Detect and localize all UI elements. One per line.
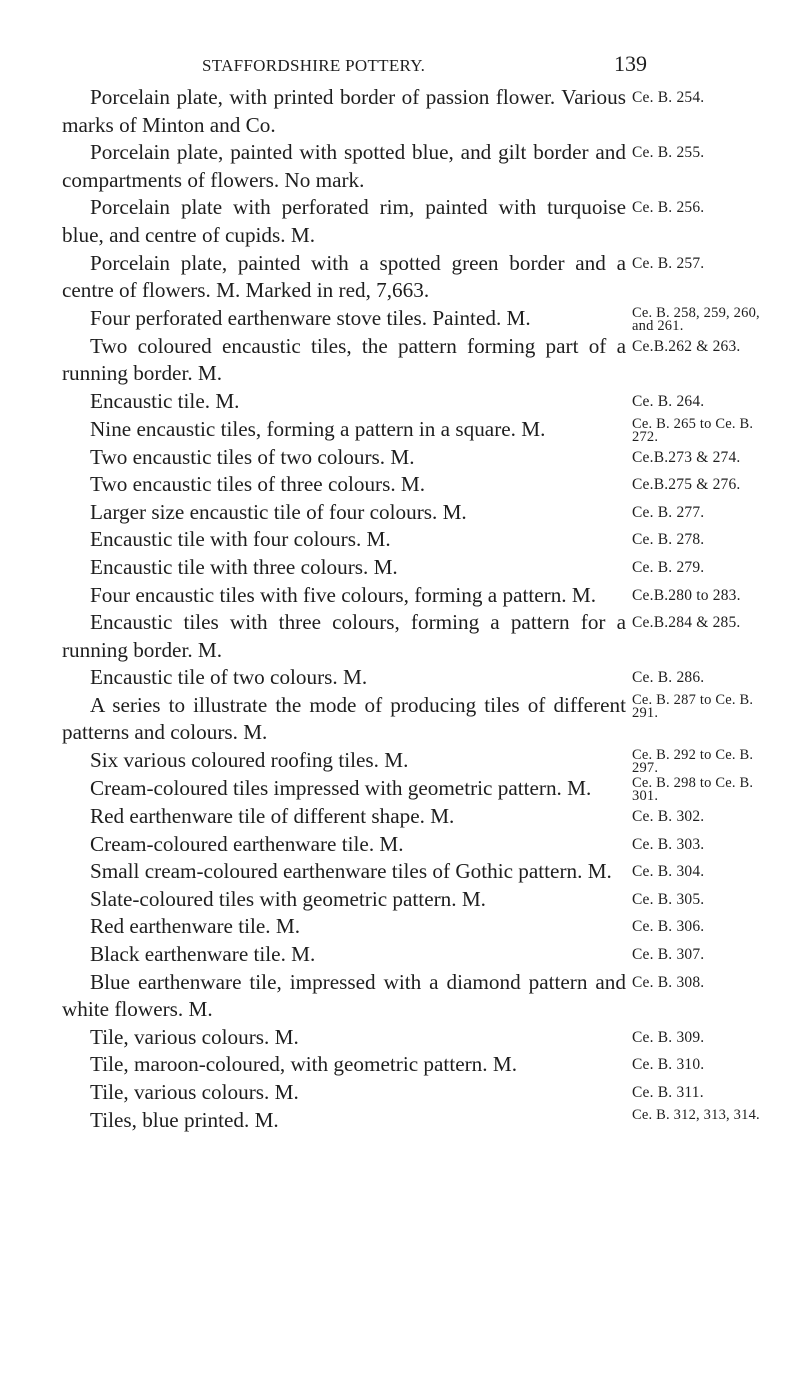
entry-reference: Ce. B. 302. xyxy=(632,808,705,826)
entry-reference: Ce.B.262 & 263. xyxy=(632,337,741,355)
entry-description: Two coloured encaustic tiles, the pattern forming part of a running border. M. xyxy=(62,333,626,386)
entry-description: Encaustic tile with four colours. M. xyxy=(90,527,391,552)
entry-reference: Ce. B. 278. xyxy=(632,531,705,549)
entry-description: Porcelain plate, with printed border of passion flower. Various marks of Minton and Co. xyxy=(62,85,626,137)
entry-description: Porcelain plate, painted with a spotted green border and a centre of flowers. M. Marked in red, 7,663. xyxy=(62,250,626,303)
entry-reference: Ce. B. 277. xyxy=(632,503,705,521)
entry-description: Cream-coloured earthenware tile. M. xyxy=(90,831,404,856)
entry-description: Black earthenware tile. M. xyxy=(90,942,316,967)
entry-description: Encaustic tiles with three colours, forming a pattern for a running border. M. xyxy=(62,610,626,662)
entry-reference: Ce. B. 298 to Ce. B. 301. xyxy=(632,775,754,805)
entry-description: Encaustic tile of two colours. M. xyxy=(90,665,368,690)
catalogue-entry xyxy=(62,969,772,1024)
entry-reference: Ce. B. 306. xyxy=(632,918,705,936)
catalogue-entry xyxy=(62,664,772,692)
entry-description: Encaustic tile with three colours. M. xyxy=(90,554,398,579)
catalogue-entry xyxy=(62,499,772,527)
catalogue-entry xyxy=(62,886,772,914)
catalogue-entry xyxy=(62,913,772,941)
entry-reference: Ce. B. 310. xyxy=(632,1056,705,1074)
entry-reference: Ce. B. 292 to Ce. B. 297. xyxy=(632,747,754,777)
catalogue-entry xyxy=(62,139,772,194)
entry-reference: Ce. B. 258, 259, 260, and 261. xyxy=(632,304,760,334)
catalogue-entry xyxy=(62,1079,772,1107)
catalogue-entry xyxy=(62,305,772,333)
entry-description: Larger size encaustic tile of four colours. M. xyxy=(90,499,467,524)
catalogue-entry xyxy=(62,554,772,582)
catalogue-entry xyxy=(62,444,772,472)
catalogue-entry xyxy=(62,471,772,499)
running-head xyxy=(0,51,800,80)
entry-description: Six various coloured roofing tiles. M. xyxy=(90,748,409,773)
entry-reference: Ce. B. 279. xyxy=(632,558,705,576)
catalogue-entry xyxy=(62,526,772,554)
catalogue-entry xyxy=(62,831,772,859)
entry-description: Porcelain plate with perforated rim, painted with turquoise blue, and centre of cupids. M. xyxy=(62,195,626,247)
entry-description: Tile, various colours. M. xyxy=(90,1080,299,1104)
entry-reference: Ce. B. 308. xyxy=(632,973,705,991)
catalogue-entries xyxy=(62,84,772,1134)
entry-description: Red earthenware tile of different shape. M. xyxy=(90,804,455,829)
page-number: 139 xyxy=(614,51,647,76)
catalogue-entry xyxy=(62,194,772,249)
entry-reference: Ce. B. 303. xyxy=(632,835,705,853)
entry-reference: Ce. B. 304. xyxy=(632,863,705,881)
entry-reference: Ce. B. 286. xyxy=(632,669,705,687)
catalogue-entry xyxy=(62,582,772,610)
catalogue-entry xyxy=(62,388,772,416)
entry-reference: Ce. B. 287 to Ce. B. 291. xyxy=(632,691,754,721)
entry-description: Tile, maroon-coloured, with geometric pattern. M. xyxy=(90,1052,517,1077)
entry-description: A series to illustrate the mode of producing tiles of different patterns and colours. M. xyxy=(62,692,626,745)
entry-reference: Ce.B.284 & 285. xyxy=(632,614,741,632)
entry-reference: Ce.B.273 & 274. xyxy=(632,448,741,466)
entry-description: Cream-coloured tiles impressed with geometric pattern. M. xyxy=(90,776,592,801)
entry-reference: Ce.B.275 & 276. xyxy=(632,476,741,494)
entry-description: Nine encaustic tiles, forming a pattern in a square. M. xyxy=(90,416,546,441)
entry-reference: Ce. B. 311. xyxy=(632,1084,704,1101)
catalogue-entry xyxy=(62,609,772,664)
catalogue-entry xyxy=(62,858,772,886)
catalogue-entry xyxy=(62,333,772,388)
entry-description: Slate-coloured tiles with geometric pattern. M. xyxy=(90,886,486,911)
entry-description: Two encaustic tiles of three colours. M. xyxy=(90,472,426,497)
entry-description: Four encaustic tiles with five colours, forming a pattern. M. xyxy=(90,582,597,607)
entry-description: Encaustic tile. M. xyxy=(90,388,240,413)
catalogue-entry xyxy=(62,747,772,775)
entry-description: Tiles, blue printed. M. xyxy=(90,1107,279,1132)
entry-reference: Ce.B.280 to 283. xyxy=(632,586,741,604)
entry-description: Small cream-coloured earthenware tiles of Gothic pattern. M. xyxy=(90,859,612,884)
catalogue-entry xyxy=(62,941,772,969)
catalogue-entry xyxy=(62,1107,772,1135)
catalogue-entry xyxy=(62,84,772,139)
entry-reference: Ce. B. 312, 313, 314. xyxy=(632,1106,760,1123)
entry-reference: Ce. B. 305. xyxy=(632,890,705,908)
entry-description: Two encaustic tiles of two colours. M. xyxy=(90,444,415,469)
entry-reference: Ce. B. 256. xyxy=(632,199,705,217)
entry-description: Blue earthenware tile, impressed with a diamond pattern and white flowers. M. xyxy=(62,969,626,1022)
entry-description: Red earthenware tile. M. xyxy=(90,914,301,939)
entry-reference: Ce. B. 255. xyxy=(632,144,705,162)
catalogue-entry xyxy=(62,803,772,831)
catalogue-entry xyxy=(62,416,772,444)
entry-description: Four perforated earthenware stove tiles. Painted. M. xyxy=(90,305,531,330)
entry-reference: Ce. B. 257. xyxy=(632,254,705,272)
entry-reference: Ce. B. 265 to Ce. B. 272. xyxy=(632,415,754,445)
entry-description: Tile, various colours. M. xyxy=(90,1024,299,1049)
running-head-title: STAFFORDSHIRE POTTERY. xyxy=(202,56,426,75)
entry-reference: Ce. B. 309. xyxy=(632,1028,705,1046)
entry-reference: Ce. B. 307. xyxy=(632,946,705,964)
entry-reference: Ce. B. 264. xyxy=(632,392,705,410)
catalogue-entry xyxy=(62,692,772,747)
catalogue-entry xyxy=(62,250,772,305)
catalogue-entry xyxy=(62,1024,772,1052)
entry-description: Porcelain plate, painted with spotted blue, and gilt border and compartments of flowers. No mark. xyxy=(62,140,626,192)
catalogue-entry xyxy=(62,1051,772,1079)
catalogue-entry xyxy=(62,775,772,803)
entry-reference: Ce. B. 254. xyxy=(632,89,705,106)
